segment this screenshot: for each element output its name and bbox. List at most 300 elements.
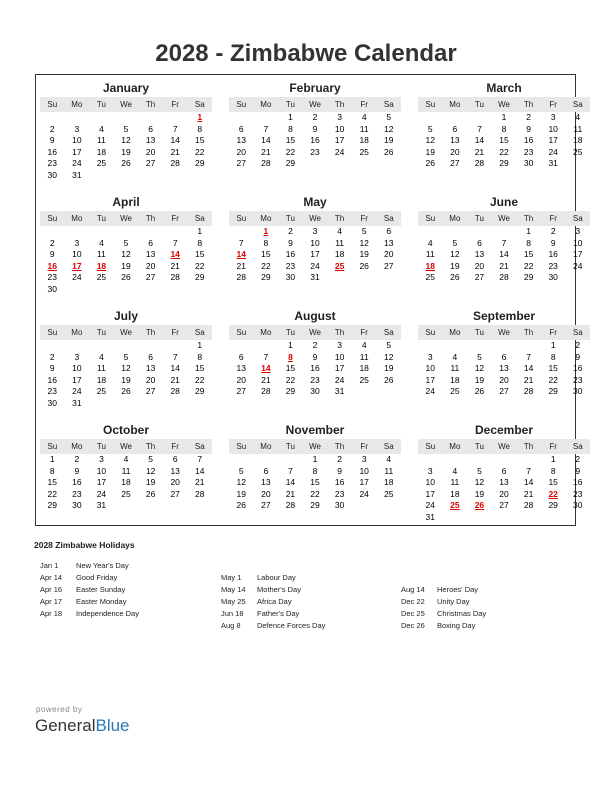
calendar-day: 9 [49,135,55,145]
calendar-day: 20 [236,374,247,385]
calendar-day: 22 [285,374,296,385]
calendar-day: 19 [236,488,247,499]
week-row [229,454,401,466]
calendar-day: 12 [121,249,131,259]
calendar-day: 5 [477,465,482,476]
calendar-day: 15 [499,135,509,145]
calendar-day: 24 [573,260,583,271]
calendar-day: 28 [195,488,205,499]
calendar-day: 20 [236,146,247,157]
calendar-day: 18 [573,135,583,145]
calendar-day [418,226,443,238]
weekday-label: Su [236,100,247,109]
calendar-day: 13 [170,465,180,476]
week-row [229,500,401,512]
calendar-day: 27 [236,386,247,396]
calendar-day: 25 [573,146,583,157]
weekday-label: Su [47,100,58,109]
calendar-day: 31 [96,500,107,510]
calendar-day: 17 [72,374,82,385]
calendar-day: 8 [501,123,507,134]
calendar-day [65,284,90,296]
holiday-date-label: Apr 18 [40,609,63,618]
calendar-day: 31 [425,511,436,522]
holiday-name: Labour Day [257,573,296,582]
week-row [229,466,401,478]
calendar-day: 29 [195,158,205,168]
calendar-day: 8 [263,237,269,248]
calendar-day: 31 [310,272,320,282]
calendar-day: 6 [477,237,482,248]
calendar-day: 26 [236,500,247,510]
calendar-day: 6 [501,465,507,476]
calendar-day: 2 [49,351,55,362]
calendar-day: 15 [285,363,296,373]
calendar-day: 17 [96,477,107,487]
calendar-day: 17 [425,374,436,385]
weekday-label: Fr [360,442,368,451]
calendar-day: 30 [47,169,58,180]
weekday-label: Mo [71,214,83,223]
calendar-day: 26 [121,272,131,282]
weekday-label: Fr [360,214,368,223]
calendar-day: 21 [499,260,509,271]
calendar-day: 24 [96,488,107,499]
calendar-day: 14 [195,465,205,476]
weekday-label: Su [236,442,247,451]
weekday-label: Su [236,214,247,223]
week-row [418,375,590,387]
calendar-day [565,272,590,284]
calendar-day: 28 [170,386,180,396]
calendar-day: 2 [49,123,55,134]
calendar-day: 24 [72,272,82,282]
holiday-item [221,596,325,608]
calendar-day [163,284,188,296]
weekday-label: Tu [285,100,295,109]
weekday-label: Tu [96,328,106,337]
week-row [40,158,212,170]
holiday-date-label: Jun 18 [221,609,244,618]
calendar-day: 22 [195,260,205,271]
week-row [418,147,590,159]
weekday-label: Tu [474,214,484,223]
month-october [40,423,212,512]
calendar-day: 16 [334,477,345,487]
month-june [418,195,590,284]
holiday-date-label: Dec 26 [401,621,425,630]
calendar-day: 8 [197,237,203,248]
holiday-name: Boxing Day [437,621,476,630]
calendar-day [352,500,377,512]
calendar-day: 10 [573,237,583,248]
calendar-day: 14 [261,135,271,145]
calendar-day: 16 [548,249,558,259]
calendar-day: 30 [310,386,320,396]
calendar-day: 4 [427,237,433,248]
calendar-day: 11 [450,363,460,373]
weekday-header [418,325,590,340]
holiday-item [40,608,139,620]
calendar-day: 28 [499,272,509,282]
calendar-day: 15 [548,477,558,487]
weekday-label: Mo [71,442,83,451]
month-january [40,81,212,181]
holiday-name: New Year's Day [76,561,129,570]
calendar-day: 11 [359,351,369,362]
weekday-label: Su [236,328,247,337]
calendar-day [40,340,65,352]
holiday-date: 18 [425,260,436,271]
calendar-day [467,512,492,524]
calendar-day: 29 [261,272,271,282]
calendar-day: 8 [526,237,531,248]
calendar-day [187,398,212,410]
weekday-label: Sa [572,442,583,451]
week-row [418,340,590,352]
calendar-day: 27 [145,386,156,396]
calendar-day: 22 [523,260,534,271]
calendar-day [376,500,401,512]
holiday-name: Good Friday [76,573,118,582]
calendar-day: 4 [361,112,367,122]
calendar-day: 25 [450,386,460,396]
calendar-day: 25 [96,158,107,168]
calendar-day: 29 [548,386,558,396]
calendar-day: 25 [384,488,394,499]
calendar-day: 1 [197,226,203,236]
weekday-label: Fr [549,442,557,451]
month-april [40,195,212,295]
weekday-label: Th [523,442,534,451]
calendar-day: 3 [312,226,318,236]
calendar-day: 21 [523,488,534,499]
powered-by-label: powered by [36,705,83,714]
calendar-day: 21 [474,146,485,157]
weekday-label: Mo [260,328,272,337]
calendar-day: 25 [96,386,107,396]
calendar-day: 20 [450,146,460,157]
calendar-day: 9 [288,237,293,248]
brand-logo[interactable] [35,716,130,736]
week-row [40,352,212,364]
holiday-date: 25 [450,500,460,510]
holiday-date-label: May 1 [221,573,242,582]
calendar-day: 6 [148,351,153,362]
month-name: June [489,195,518,209]
calendar-day: 26 [359,260,369,271]
weekday-label: We [309,100,321,109]
holiday-date: 25 [334,260,345,271]
calendar-day: 11 [425,249,435,259]
week-row [40,170,212,182]
calendar-day: 3 [337,112,342,122]
week-row [418,466,590,478]
weekday-label: Su [47,442,58,451]
calendar-day: 1 [312,454,318,464]
calendar-day: 4 [123,454,129,464]
calendar-day [163,398,188,410]
calendar-day: 5 [361,226,367,236]
calendar-day: 14 [170,363,180,373]
calendar-day: 20 [145,146,156,157]
calendar-day [89,112,114,124]
calendar-day: 13 [236,363,247,373]
calendar-day [565,512,590,524]
calendar-day: 24 [334,374,345,385]
week-row [229,124,401,136]
week-row [229,238,401,250]
calendar-day: 4 [386,454,392,464]
month-february [229,81,401,170]
holiday-date-label: May 25 [221,597,246,606]
calendar-day: 12 [474,363,485,373]
calendar-day: 11 [573,123,583,134]
weekday-label: We [120,214,132,223]
calendar-day: 12 [359,237,369,248]
calendar-day: 19 [121,146,131,157]
calendar-day: 25 [359,374,369,385]
month-august [229,309,401,398]
week-row [40,340,212,352]
weekday-label: We [498,100,510,109]
calendar-day: 21 [170,146,180,157]
weekday-header [418,97,590,112]
weekday-label: Sa [383,100,394,109]
calendar-day [89,340,114,352]
week-row [418,489,590,501]
calendar-day [418,112,443,124]
calendar-day: 5 [123,237,129,248]
calendar-day: 9 [74,465,80,476]
calendar-day: 24 [310,260,320,271]
calendar-day: 24 [334,146,345,157]
week-row [229,477,401,489]
weekday-label: Su [425,214,436,223]
calendar-day: 29 [47,500,58,510]
calendar-day: 20 [170,477,180,487]
calendar-day: 11 [97,135,106,145]
week-row [229,249,401,261]
calendar-day: 14 [499,249,509,259]
calendar-day [114,284,139,296]
calendar-day: 14 [170,135,180,145]
week-row [418,272,590,284]
week-row [418,135,590,147]
calendar-day: 3 [361,454,367,464]
calendar-day: 2 [312,340,318,350]
holiday-name: Father's Day [257,609,300,618]
calendar-day: 24 [359,488,369,499]
calendar-day: 30 [285,272,296,282]
calendar-day: 8 [197,351,203,362]
calendar-day: 19 [425,146,436,157]
calendar-day: 21 [523,374,534,385]
calendar-day: 18 [450,374,460,385]
calendar-day: 3 [99,454,104,464]
calendar-day [138,500,163,512]
weekday-header [418,439,590,454]
holiday-item [401,584,486,596]
calendar-day: 28 [523,386,534,396]
holiday-item [40,596,139,608]
calendar-day: 28 [474,158,485,168]
month-name: May [303,195,327,209]
week-row [40,375,212,387]
calendar-day [327,272,352,284]
weekday-label: Sa [383,214,394,223]
calendar-day: 24 [425,500,436,510]
calendar-day: 6 [263,465,269,476]
calendar-day: 26 [425,158,436,168]
weekday-label: We [120,328,132,337]
calendar-day: 14 [285,477,296,487]
calendar-day: 28 [285,500,296,510]
calendar-day: 30 [548,272,558,282]
weekday-label: Tu [474,328,484,337]
calendar-day: 25 [425,272,436,282]
calendar-day [114,398,139,410]
weekday-label: Mo [71,328,83,337]
weekday-label: Fr [360,328,368,337]
weekday-label: Mo [449,214,461,223]
weekday-label: Th [145,100,156,109]
calendar-day: 26 [450,272,460,282]
week-row [418,112,590,124]
calendar-day [467,226,492,238]
weekday-label: Th [334,214,345,223]
calendar-day: 2 [74,454,80,464]
calendar-day [565,158,590,170]
calendar-day: 9 [575,351,581,362]
weekday-label: Th [334,328,345,337]
calendar-day [65,112,90,124]
calendar-day: 5 [452,237,458,248]
weekday-label: Th [523,328,534,337]
calendar-day: 27 [236,158,247,168]
calendar-day: 29 [523,272,534,282]
calendar-day: 6 [172,454,178,464]
page-title: 2028 - Zimbabwe Calendar [155,40,457,67]
holiday-name: Christmas Day [437,609,487,618]
calendar-day: 11 [335,237,345,248]
calendar-day: 22 [261,260,271,271]
calendar-day: 19 [474,488,485,499]
calendar-day: 16 [310,135,320,145]
calendar-day: 23 [47,386,58,396]
holiday-name: Independence Day [76,609,139,618]
weekday-header [229,97,401,112]
calendar-day: 10 [425,363,436,373]
calendar-day: 4 [99,123,104,134]
calendar-day: 14 [523,363,534,373]
holiday-name: Unity Day [437,597,470,606]
weekday-label: We [498,214,510,223]
calendar-day: 16 [47,146,58,157]
calendar-day: 12 [425,135,436,145]
calendar-day: 7 [263,351,269,362]
calendar-day: 26 [121,386,131,396]
calendar-day: 5 [477,351,482,362]
week-row [229,158,401,170]
calendar-day: 13 [499,477,509,487]
calendar-day [229,340,254,352]
weekday-label: Th [145,328,156,337]
calendar-day: 8 [312,465,318,476]
week-row [229,226,401,238]
calendar-day: 12 [384,351,394,362]
calendar-day [229,112,254,124]
week-row [40,284,212,296]
calendar-day: 27 [450,158,460,168]
calendar-day: 22 [310,488,320,499]
calendar-day: 24 [72,158,82,168]
calendar-day: 17 [334,363,345,373]
calendar-day: 26 [384,374,394,385]
calendar-day: 2 [526,112,531,122]
calendar-day: 17 [310,249,320,259]
calendar-day: 23 [310,146,320,157]
week-row [40,261,212,273]
calendar-day: 1 [501,112,507,122]
calendar-day: 28 [261,386,271,396]
calendar-day [229,226,254,238]
weekday-label: Tu [96,214,106,223]
calendar-day: 21 [170,374,180,385]
month-name: November [285,423,345,437]
calendar-day: 6 [238,123,244,134]
holiday-date-label: May 14 [221,585,246,594]
calendar-day: 9 [312,351,318,362]
week-row [40,249,212,261]
calendar-day: 9 [550,237,556,248]
week-row [418,386,590,398]
calendar-day: 19 [121,260,131,271]
calendar-day: 9 [312,123,318,134]
calendar-day: 21 [261,374,271,385]
calendar-day: 19 [145,477,156,487]
week-row [40,454,212,466]
calendar-day: 12 [450,249,460,259]
week-row [40,466,212,478]
calendar-day: 3 [74,123,80,134]
calendar-day [229,454,254,466]
week-row [418,512,590,524]
weekday-label: Tu [285,442,295,451]
holiday-date-label: Dec 25 [401,609,425,618]
calendar-day [516,512,541,524]
calendar-day [541,512,566,524]
calendar-day: 17 [548,135,558,145]
calendar-day: 18 [334,249,345,259]
calendar-day: 16 [310,363,320,373]
calendar-day: 29 [548,500,558,510]
calendar-day: 13 [450,135,460,145]
calendar-day: 15 [195,249,205,259]
calendar-day: 7 [263,123,269,134]
calendar-day: 25 [359,146,369,157]
calendar-day [138,398,163,410]
calendar-day [492,226,517,238]
calendar-day: 15 [310,477,320,487]
calendar-grid [35,74,583,526]
week-row [40,226,212,238]
week-row [418,352,590,364]
week-row [418,124,590,136]
calendar-day: 5 [148,454,153,464]
holiday-date: 14 [170,249,180,259]
calendar-day: 31 [334,386,345,396]
